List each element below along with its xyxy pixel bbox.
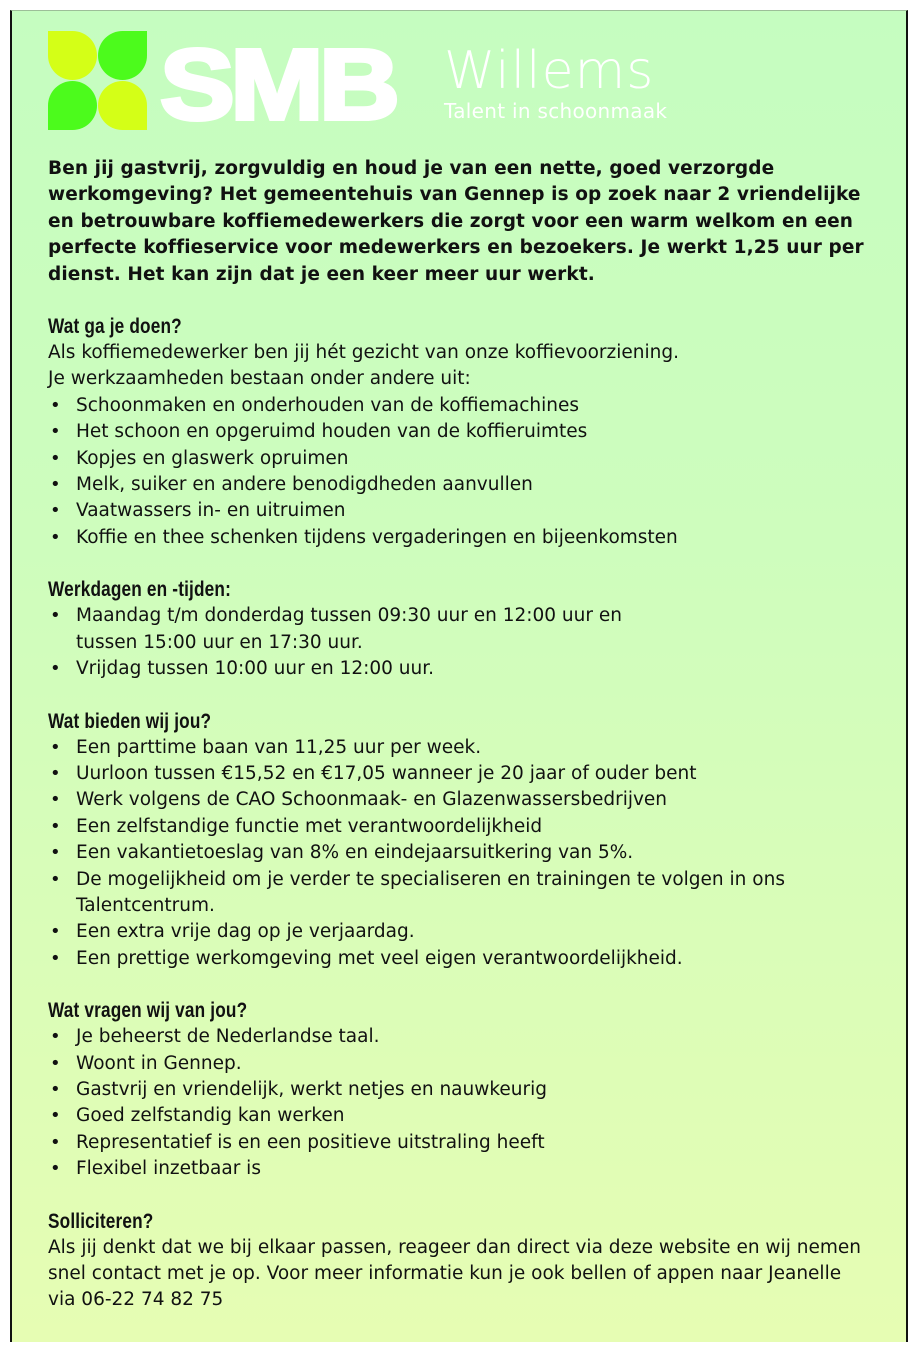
apply-text: Als jij denkt dat we bij elkaar passen, reageer dan direct via deze website en wij nemen snel contact met je op. Voor meer informatie kun je ook bellen of appen naar Jeanelle via 06-22 74 82 75 <box>48 1236 861 1311</box>
list-item: • Een prettige werkomgeving met veel eigen verantwoordelijkheid. <box>48 946 868 972</box>
list-item: • Werk volgens de CAO Schoonmaak- en Glazenwassersbedrijven <box>48 787 868 813</box>
list-item: • Vrijdag tussen 10:00 uur en 12:00 uur. <box>48 656 688 682</box>
section-working-hours <box>48 577 868 682</box>
logo-name-text: Willems <box>444 41 655 101</box>
requirements-list <box>48 1024 868 1182</box>
list-item: • Melk, suiker en andere benodigdheden aanvullen <box>48 472 868 498</box>
list-item: • Uurloon tussen €15,52 en €17,05 wanneer je 20 jaar of ouder bent <box>48 761 868 787</box>
section-heading: Solliciteren? <box>48 1209 154 1233</box>
list-item: • De mogelijkheid om je verder te specialiseren en trainingen te volgen in ons Talentcentrum. <box>48 867 868 920</box>
list-item: • Koffie en thee schenken tijdens vergaderingen en bijeenkomsten <box>48 525 868 551</box>
section-text: Als koffiemedewerker ben jij hét gezicht van onze koffievoorziening. <box>48 342 679 364</box>
list-item: • Een extra vrije dag op je verjaardag. <box>48 919 868 945</box>
list-item: • Schoonmaken en onderhouden van de koffiemachines <box>48 393 868 419</box>
leaf-top-right <box>98 31 147 80</box>
list-item: • Representatief is en een positieve uitstraling heeft <box>48 1130 868 1156</box>
logo-brand-text: SMB <box>160 29 396 141</box>
list-item: • Je beheerst de Nederlandse taal. <box>48 1024 868 1050</box>
section-requirements <box>48 998 868 1182</box>
list-item: • Vaatwassers in- en uitruimen <box>48 498 868 524</box>
section-heading: Werkdagen en -tijden: <box>48 578 232 602</box>
vacancy-poster <box>10 10 908 1342</box>
list-item: • Kopjes en glaswerk opruimen <box>48 446 868 472</box>
list-item: • Een vakantietoeslag van 8% en eindejaarsuitkering van 5%. <box>48 840 868 866</box>
list-item: • Een zelfstandige functie met verantwoordelijkheid <box>48 814 868 840</box>
list-item: • Een parttime baan van 11,25 uur per week. <box>48 735 868 761</box>
list-item: • Het schoon en opgeruimd houden van de koffieruimtes <box>48 419 868 445</box>
list-item: • Maandag t/m donderdag tussen 09:30 uur en 12:00 uur en tussen 15:00 uur en 17:30 uur. <box>48 603 688 656</box>
section-heading: Wat ga je doen? <box>48 315 182 339</box>
list-item: • Woont in Gennep. <box>48 1051 868 1077</box>
section-text: Je werkzaamheden bestaan onder andere uit: <box>48 368 471 390</box>
section-offer <box>48 709 868 973</box>
list-item: • Goed zelfstandig kan werken <box>48 1103 868 1129</box>
smb-willems-logo <box>48 31 748 141</box>
section-heading: Wat vragen wij van jou? <box>48 999 248 1023</box>
hours-list <box>48 603 688 682</box>
leaf-bottom-right <box>98 81 147 130</box>
leaf-bottom-left <box>48 81 97 130</box>
task-list <box>48 393 868 551</box>
section-apply <box>48 1209 868 1314</box>
intro-paragraph: Ben jij gastvrij, zorgvuldig en houd je van een nette, goed verzorgde werkomgeving? Het gemeentehuis van Gennep is op zoek naar 2 vriendelijke en betrouwbare koffiemedewerkers die zorgt voor een warm welkom en een perfecte koffieservice voor medewerkers en bezoekers. Je werkt 1,25 uur per dienst. Het kan zijn dat je een keer meer uur werkt. <box>48 158 864 285</box>
leaf-top-left <box>48 31 97 80</box>
vacancy-content <box>48 156 868 1340</box>
list-item: • Flexibel inzetbaar is <box>48 1156 868 1182</box>
section-heading: Wat bieden wij jou? <box>48 709 212 733</box>
logo-tagline: Talent in schoonmaak <box>444 99 668 123</box>
section-tasks <box>48 314 868 551</box>
list-item: • Gastvrij en vriendelijk, werkt netjes en nauwkeurig <box>48 1077 868 1103</box>
offer-list <box>48 735 868 973</box>
